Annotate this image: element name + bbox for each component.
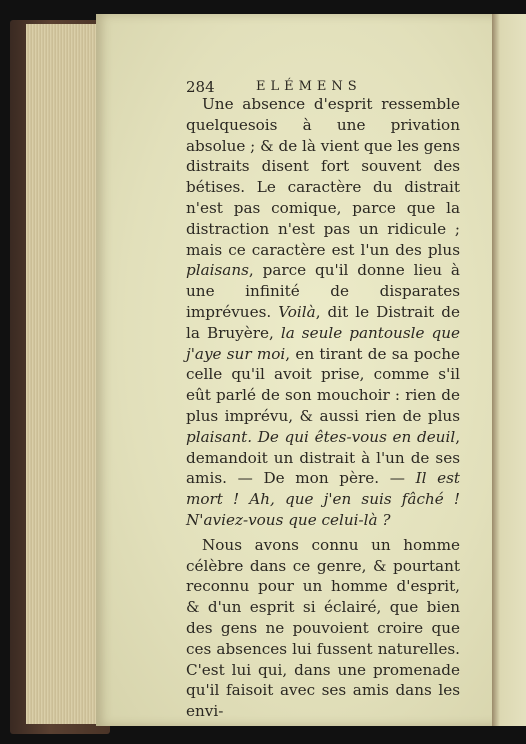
p1-text-2: , parce qu'il donne lieu à une infinité de disparates imprévues. [186,261,460,321]
page-edges [26,24,99,724]
p1-italic-1: plaisans [186,261,249,280]
facing-page-edge [492,14,526,726]
p1-italic-6: Il est mort ! Ah, que j'en suis fâché ! N'aviez-vous que celui-là ? [186,469,461,529]
running-head: ELÉMENS [256,79,362,94]
p1-italic-3: la seule pantousle que j'aye sur moi [186,323,460,363]
p1-italic-2: Voilà [278,302,316,321]
page-number: 284 [186,78,215,96]
p1-text-1: Une absence d'esprit ressemble quelquesois à une privation absolue ; & de là vient que les gens distraits disent fort souvent des bétises. Le caractère du distrait n'est pas comique, parce que la distraction n'est pas un ridicule ; mais ce caractère est l'un des plus [186,95,460,259]
paragraph-1 [186,94,460,531]
p1-text-4: , en tirant de sa poche celle qu'il avoit prise, comme s'il eût parlé de son mouchoir : rien de plus imprévu, & aussi rien de plus [186,344,460,425]
p1-italic-5: De qui êtes-vous en deuil [257,427,456,446]
paragraph-2: Nous avons connu un homme célèbre dans ce genre, & pourtant reconnu pour un homme d'esprit, & d'un esprit si éclairé, que bien des gens ne pouvoient croire que ces absences lui fussent naturelles. C'est lui qui, dans une promenade qu'il faisoit avec ses amis dans les envi- [186,535,460,721]
body-text [186,94,460,722]
p1-text-3: , dit le Distrait de la Bruyère, [186,302,461,342]
p1-italic-4: plaisant. [186,427,253,446]
p1-text-5: , demandoit un distrait à l'un de ses amis. — De mon père. — [186,427,461,488]
